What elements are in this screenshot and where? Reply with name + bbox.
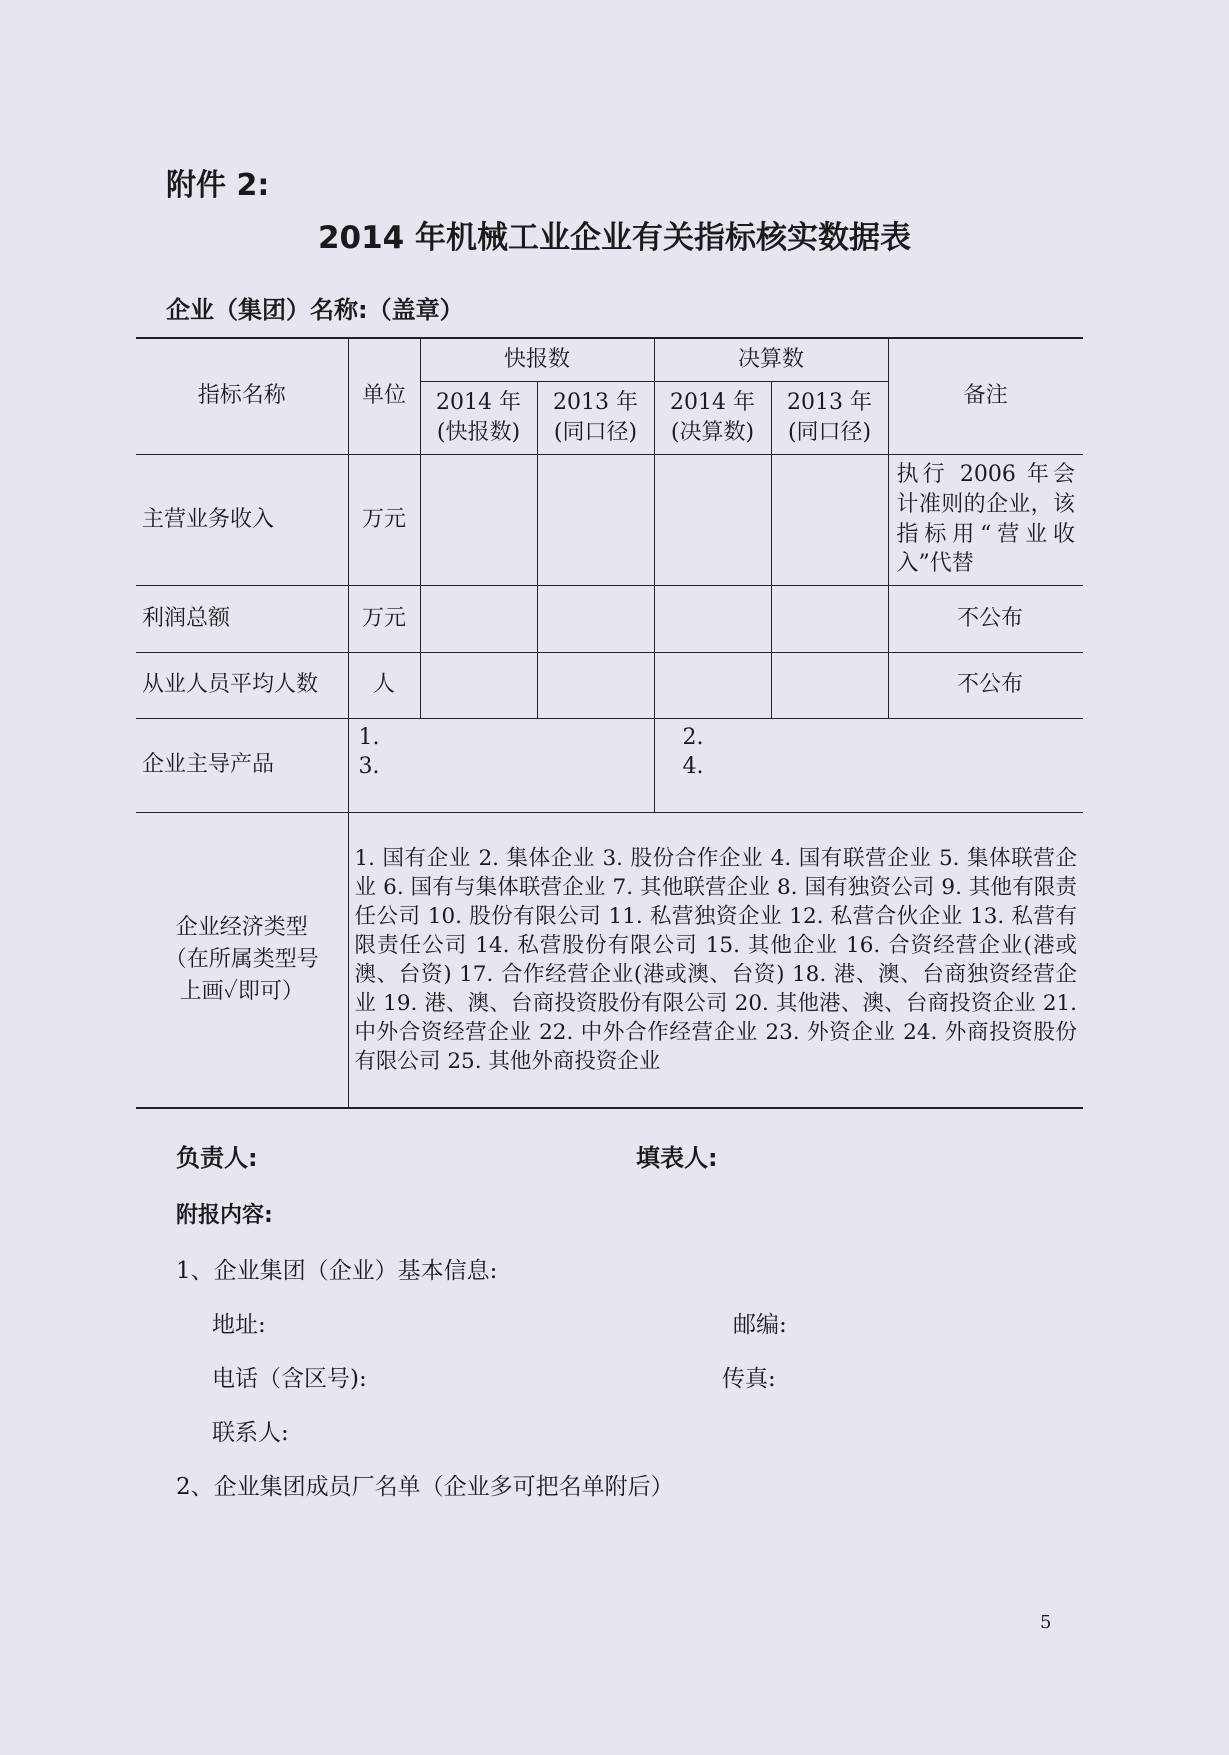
row-unit: 人 [348,652,420,718]
page-number: 5 [1040,1612,1052,1633]
subheader-2014-juesuan: 2014 年 (决算数) [654,381,771,454]
subheader-2013-juesuan: 2013 年 (同口径) [771,381,888,454]
product-2: 2. [682,724,704,750]
attachment-heading: 附报内容: [176,1203,273,1228]
products-label: 企业主导产品 [136,718,348,812]
products-right-cell [654,718,1083,812]
cell-2014-juesuan [654,652,771,718]
address-label: 地址: [212,1312,266,1338]
phone-label: 电话（含区号): [212,1366,367,1392]
table-row [136,585,1083,652]
cell-2013-juesuan [771,652,888,718]
indicator-table [136,337,1083,1109]
row-note: 执行 2006 年会计准则的企业，该指标用“营业收入”代替 [888,454,1083,585]
subheader-2014-kuaibao: 2014 年 (快报数) [420,381,537,454]
cell-2013-kuaibao [537,585,654,652]
header-note: 备注 [888,338,1083,454]
table-row [136,652,1083,718]
economic-type-row [136,812,1083,1108]
contact-label: 联系人: [212,1420,289,1446]
row-unit: 万元 [348,585,420,652]
product-4: 4. [682,754,704,780]
header-indicator-name: 指标名称 [136,338,348,454]
products-left-cell [348,718,654,812]
cell-2014-kuaibao [420,585,537,652]
economic-type-options: 1. 国有企业 2. 集体企业 3. 股份合作企业 4. 国有联营企业 5. 集体联营企业 6. 国有与集体联营企业 7. 其他联营企业 8. 国有独资公司 9. 其他有限责任公司 10. 股份有限公司 11. 私营独资企业 12. 私营合伙企业 13. 私营有限责任公司 14. 私营股份有限公司 15. 其他企业 16. 合资经营企业(港或澳、台资) 17. 合作经营企业(港或澳、台资) 18. 港、澳、台商独资经营企业 19. 港、澳、台商投资股份有限公司 20. 其他港、澳、台商投资企业 21. 中外合资经营企业 22. 中外合作经营企业 23. 外资企业 24. 外商投资股份有限公司 25. 其他外商投资企业 [348,812,1083,1108]
cell-2014-kuaibao [420,454,537,585]
economic-type-label: 企业经济类型 （在所属类型号 上画✓即可） [136,812,348,1108]
row-name: 主营业务收入 [136,454,348,585]
responsible-person-label: 负责人: [176,1144,258,1172]
form-filler-label: 填表人: [636,1144,718,1172]
row-name: 利润总额 [136,585,348,652]
row-name: 从业人员平均人数 [136,652,348,718]
row-note: 不公布 [888,652,1083,718]
table-header-row [136,338,1083,381]
row-note: 不公布 [888,585,1083,652]
postcode-label: 邮编: [733,1312,787,1338]
row-unit: 万元 [348,454,420,585]
document-title: 2014 年机械工业企业有关指标核实数据表 [317,220,912,256]
header-juesuan: 决算数 [654,338,888,381]
header-kuaibao: 快报数 [420,338,654,381]
company-name-line: 企业（集团）名称:（盖章） [166,296,464,324]
product-3: 3. [358,754,380,780]
cell-2014-juesuan [654,454,771,585]
cell-2013-juesuan [771,454,888,585]
cell-2013-juesuan [771,585,888,652]
header-unit: 单位 [348,338,420,454]
attachment-item-1: 1、企业集团（企业）基本信息: [176,1258,498,1284]
cell-2013-kuaibao [537,652,654,718]
products-row [136,718,1083,812]
cell-2014-juesuan [654,585,771,652]
attachment-item-2: 2、企业集团成员厂名单（企业多可把名单附后） [176,1474,674,1500]
attachment-label: 附件 2: [166,168,270,203]
subheader-2013-kuaibao: 2013 年 (同口径) [537,381,654,454]
cell-2014-kuaibao [420,652,537,718]
product-1: 1. [358,724,380,750]
cell-2013-kuaibao [537,454,654,585]
fax-label: 传真: [722,1366,776,1392]
table-row [136,454,1083,585]
